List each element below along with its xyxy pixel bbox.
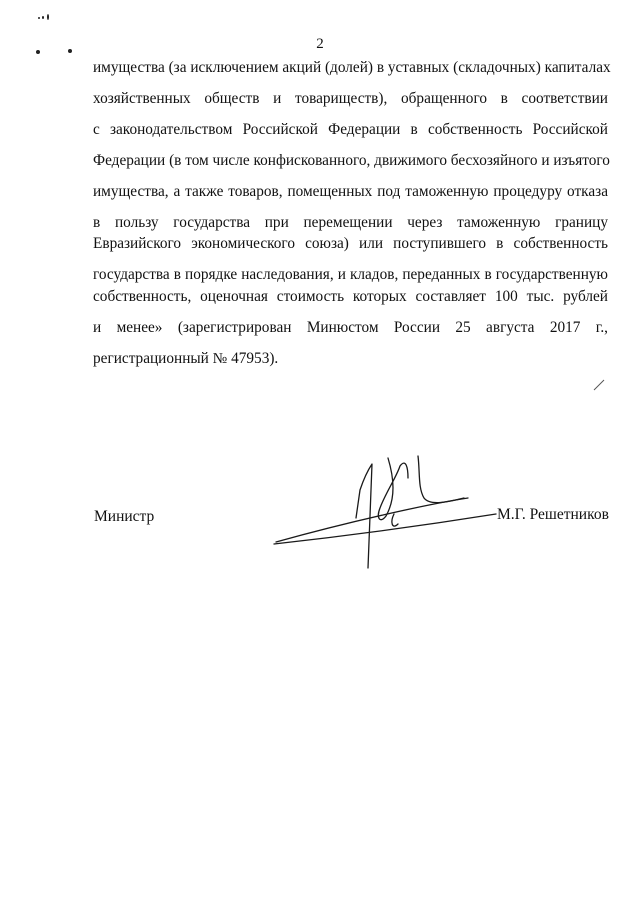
text-line: имущества, а также товаров, помещенных под таможенную процедуру отказа xyxy=(93,183,608,200)
text-line: имущества (за исключением акций (долей) в уставных (складочных) капиталах xyxy=(93,59,611,76)
text-line: государства в порядке наследования, и кладов, переданных в государственную xyxy=(93,266,608,283)
text-line: регистрационный № 47953). xyxy=(93,350,279,367)
text-line: хозяйственных обществ и товариществ), обращенного в соответствии xyxy=(93,90,608,107)
text-line: собственность, оценочная стоимость которых составляет 100 тыс. рублей xyxy=(93,288,608,305)
text-line: Евразийского экономического союза) или поступившего в собственность xyxy=(93,235,608,252)
signatory-position: Министр xyxy=(94,508,155,525)
text-line: с законодательством Российской Федерации в собственность Российской xyxy=(93,121,608,138)
page-number: 2 xyxy=(316,36,324,52)
scan-dot xyxy=(38,17,40,19)
handwritten-signature xyxy=(268,448,498,573)
pen-mark xyxy=(592,378,606,392)
text-line: и менее» (зарегистрирован Минюстом России 25 августа 2017 г., xyxy=(93,319,608,336)
signatory-name: М.Г. Решетников xyxy=(497,506,609,523)
text-line: Федерации (в том числе конфискованного, движимого бесхозяйного и изъятого xyxy=(93,152,610,169)
scan-dot xyxy=(47,14,49,20)
text-line: в пользу государства при перемещении через таможенную границу xyxy=(93,214,608,231)
scan-dot xyxy=(42,16,44,19)
